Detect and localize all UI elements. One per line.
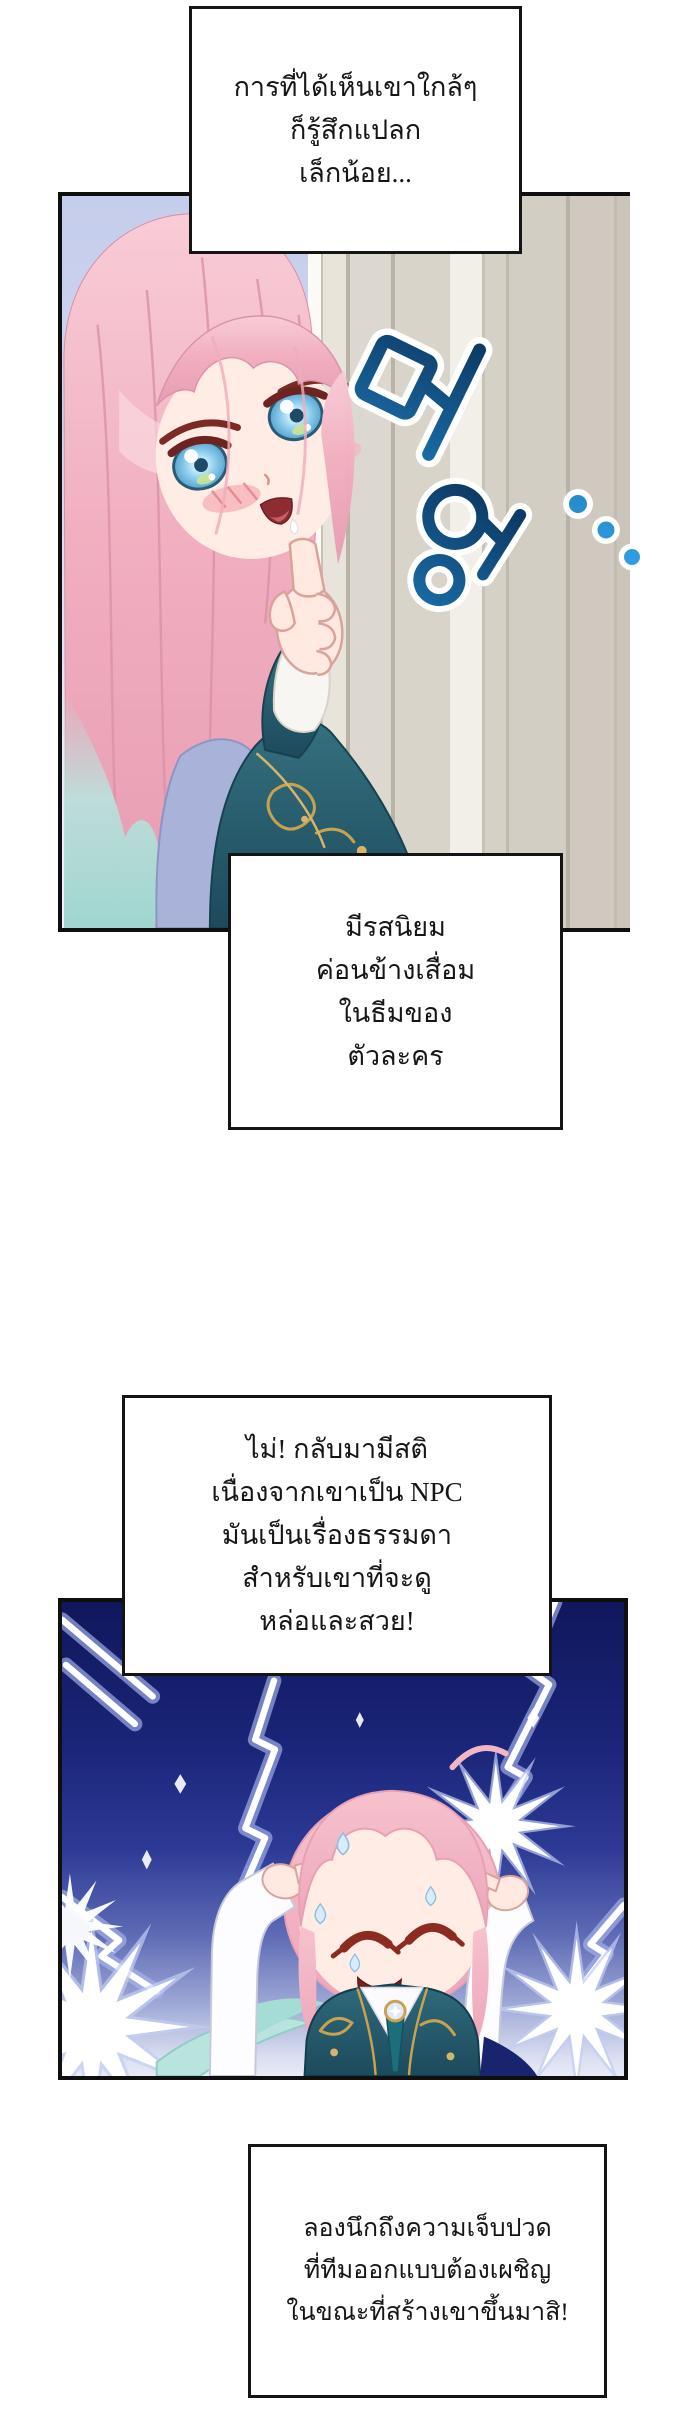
narration-line: เล็กน้อย... [299,157,412,188]
narration-line: ที่ทีมออกแบบต้องเผชิญ [303,2257,552,2284]
narration-line: ก็รู้สึกแปลก [289,114,422,145]
narration-line: มีรสนิยม [345,911,446,942]
narration-line: ค่อนข้างเสื่อม [315,954,476,985]
narration-line: ตัวละคร [347,1040,444,1071]
chibi-cape-edge [480,2037,537,2076]
narration-line: ลองนึกถึงความเจ็บปวด [303,2215,552,2242]
narration-box-1 [189,6,522,254]
narration-line: ในขณะที่สร้างเขาขึ้นมาสิ! [286,2299,569,2326]
girl-character [64,214,428,928]
narration-line: หล่อและสวย! [259,1606,415,1636]
narration-line: สำหรับเขาที่จะดู [242,1563,432,1593]
narration-box-2 [228,853,563,1130]
narration-box-4 [248,2144,607,2398]
narration-line: ในธีมของ [338,997,453,1028]
narration-line: การที่ได้เห็นเขาใกล้ๆ [233,71,478,102]
girl-character-art [62,196,626,928]
narration-line: มันเป็นเรื่องธรรมดา [221,1520,453,1550]
narration-box-3 [122,1395,552,1676]
panel-girl-peeking [58,192,630,932]
narration-line: เนื่องจากเขาเป็น NPC [211,1477,463,1507]
narration-line: ไม่! กลับมามีสติ [246,1434,428,1464]
